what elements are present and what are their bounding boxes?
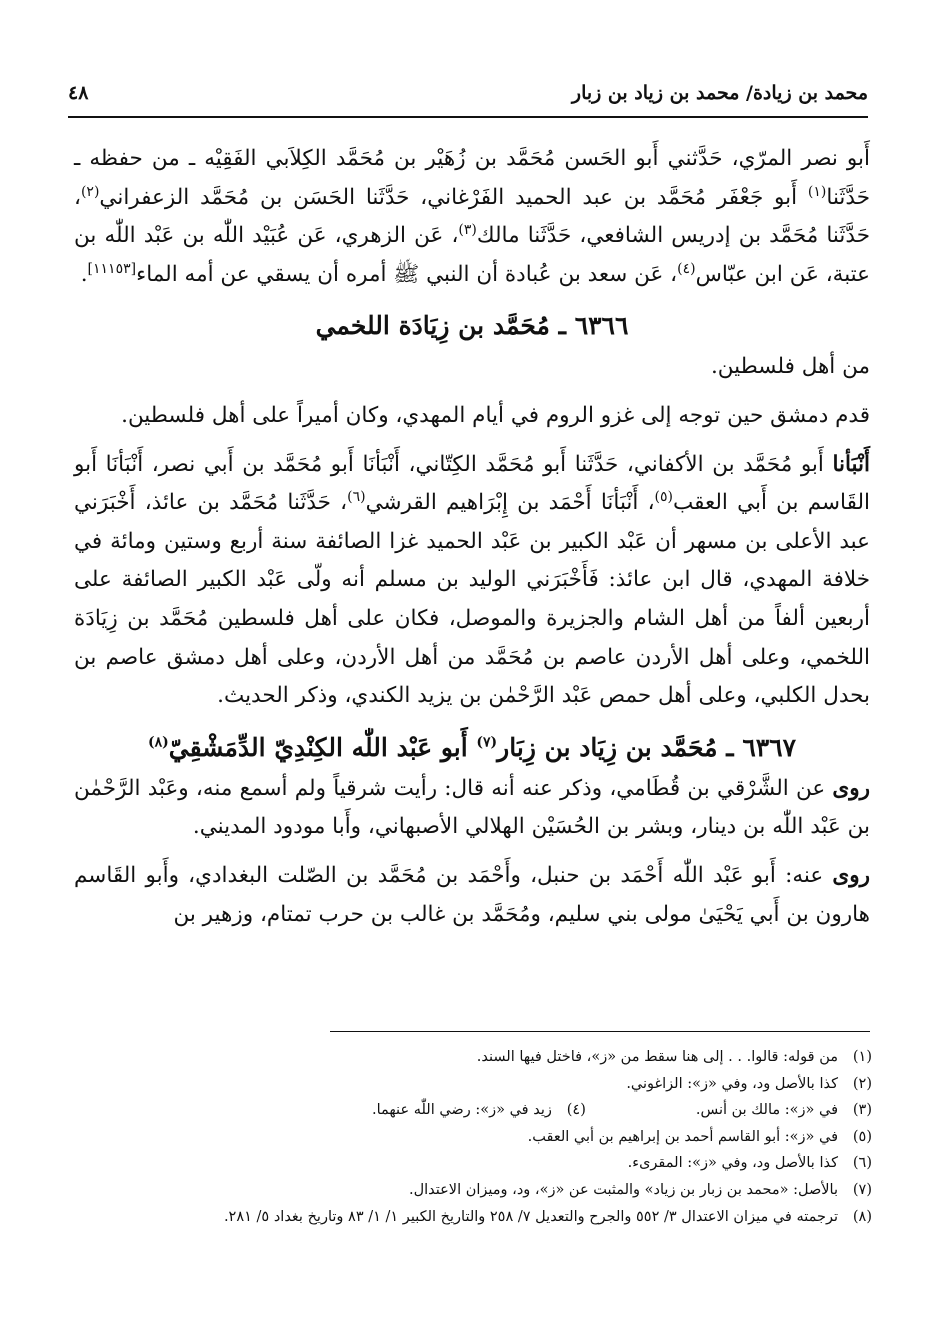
footnote-ref[interactable]: (٢)	[80, 183, 100, 200]
footnote-item	[80, 1071, 872, 1098]
footnote-ref[interactable]: (٧)	[476, 734, 498, 751]
footnote-ref[interactable]: (٣)	[458, 222, 477, 239]
header-rule	[68, 116, 868, 118]
footnote-text: في «ز»: مالك بن أنس.	[695, 1102, 838, 1119]
footnote-ref[interactable]: (٥)	[654, 489, 673, 505]
entry-narration: أَنْبَأنا أَبو مُحَمَّد بن الأكفاني، حَدَّثَنا أَبو مُحَمَّد الكِتّاني، أَنْبَأنَا أَبو مُحَمَّد بن أَبي نصر، أَنْبَأنَا أَبو القَاسم بن أَبي العقب$^{(٥)}$، أَنْبَأنَا أَحْمَد بن إِبْرَاهيم القرشي$^{(٦)}$، حَدَّثَنا مُحَمَّد بن عائذ، أَخْبَرَني عبد الأعلى بن مسهر أن عَبْد الكبير بن عَبْد الحميد غزا الصائفة سنة أربع وستين ومائة في خلافة المهدي، قال ابن عائذ: فَأَخْبَرَني الوليد بن مسلم أنه ولّى عَبْد الكبير الصائفة على أربعين ألفاً من أهل الشام والجزيرة والموصل، فكان على أهل فلسطين مُحَمَّد بن زِيَادَة اللخمي، وعلى أهل الأردن عاصم بن مُحَمَّد من أهل الأردن، وعلى أهل دمشق عاصم بن بحدل الكلبي، وعلى أهل حمص عَبْد الرَّحْمٰن بن يزيد الكندي، وذكر الحديث.	[74, 451, 870, 709]
footnote-item	[80, 1150, 872, 1177]
footnote-item	[80, 1097, 872, 1124]
entry-heading: ٦٣٦٦ ـ مُحَمَّد بن زِيَادَة اللخمي	[315, 311, 629, 341]
entry-teachers: روى عن الشَّرْقي بن قُطَامي، وذكر عنه أنه قال: رأيت شرقياً ولم أسمع منه، وعَبْد الرَّحْمٰن بن عَبْد اللّٰه بن دينار، وبشر بن الحُسَيْن الهلالي الأصبهاني، وأَبا مودود المديني.	[74, 775, 870, 840]
footnote-separator	[330, 1031, 870, 1032]
running-title: محمد بن زيادة/ محمد بن زياد بن زبار	[571, 82, 868, 104]
footnote-number: (٧)	[852, 1181, 872, 1198]
footnote-text: زيد في «ز»: رضي اللّٰه عنهما.	[371, 1102, 552, 1119]
footnote-item	[80, 1204, 872, 1231]
entry-origin: من أهل فلسطين.	[710, 354, 870, 380]
lead-word: روى	[832, 775, 870, 801]
footnote-number: (٦)	[852, 1155, 872, 1172]
footnote-number: (٢)	[852, 1075, 872, 1092]
footnote-item	[80, 1044, 872, 1071]
entry-description: قدم دمشق حين توجه إلى غزو الروم في أيام المهدي، وكان أميراً على أهل فلسطين.	[121, 402, 870, 428]
footnote-text: كذا بالأصل ود، وفي «ز»: المقرىء.	[627, 1155, 838, 1172]
footnote-text: في «ز»: أبو القاسم أحمد بن إبراهيم بن أبي العقب.	[527, 1128, 838, 1145]
page-header	[68, 76, 868, 110]
footnote-text: ترجمته في ميزان الاعتدال ٣/ ٥٥٢ والجرح والتعديل ٧/ ٢٥٨ والتاريخ الكبير ١/ ١/ ٨٣ وتاريخ بغداد ٥/ ٢٨١.	[223, 1208, 838, 1225]
footnote-ref[interactable]: (٦)	[347, 489, 366, 505]
entry-students: روى عنه: أَبو عَبْد اللّٰه أَحْمَد بن حنبل، وأَحْمَد بن مُحَمَّد بن الصّلت البغدادي، وأَبو القَاسم هارون بن أَبي يَحْيَىٰ مولى بني سليم، ومُحَمَّد بن غالب بن حرب تمتام، وزهير بن	[74, 862, 870, 927]
entry-heading: ٦٣٦٧ ـ مُحَمَّد بن زِيَاد بن زِبَار$^{(٧)}$ أَبو عَبْد اللّٰه الكِنْدِيّ الدِّمَشْقِيّ$^{(٨)}$	[147, 732, 797, 762]
footnote-ref[interactable]: (٤)	[677, 260, 696, 277]
page-number: ٤٨	[68, 82, 89, 104]
hadith-number: [١١١٥٣]	[87, 260, 137, 277]
footnote-text: من قوله: قالوا. . . إلى هنا سقط من «ز»، فاختل فيها السند.	[476, 1049, 838, 1065]
footnote-item	[80, 1177, 872, 1204]
lead-word: روى	[832, 862, 870, 888]
footnote-text: كذا بالأصل ود، وفي «ز»: الزاغوني.	[626, 1075, 838, 1092]
footnote-ref[interactable]: (١)	[807, 183, 827, 200]
footnote-number: (٥)	[852, 1128, 872, 1145]
footnote-number: (٨)	[852, 1208, 872, 1225]
footnote-number: (١)	[852, 1049, 872, 1065]
footnote-ref[interactable]: (٨)	[147, 734, 169, 751]
lead-word: أَنْبَأنا	[832, 451, 870, 477]
footnote-text: بالأصل: «محمد بن زبار بن زياد» والمثبت عن «ز»، ود، وميزان الاعتدال.	[409, 1181, 838, 1198]
footnote-number: (٣)	[852, 1102, 872, 1119]
footnote-number: (٤)	[566, 1102, 586, 1119]
paragraph-continued: أَبو نصر المرّي، حَدَّثني أَبو الحَسن مُحَمَّد بن زُهَيْر بن مُحَمَّد الكِلاَبي الفَقِيْه ـ من حفظه ـ حَدَّثَنا$^{(١)}$ أَبو جَعْفَر مُحَمَّد بن عبد الحميد الفَرْغاني، حَدَّثَنا الحَسَن بن مُحَمَّد الزعفراني$^{(٢)}$، حَدَّثَنا مُحَمَّد بن إدريس الشافعي، حَدَّثَنا مالك$^{(٣)}$، عَن الزهري، عَن عُبَيْد اللّٰه بن عَبْد اللّٰه بن عتبة، عَن ابن عبّاس$^{(٤)}$، عَن سعد بن عُبادة أن النبي ﷺ أمره أن يسقي عن أمه الماء[١١١٥٣].	[74, 146, 870, 287]
footnote-item	[80, 1124, 872, 1151]
main-text	[74, 140, 870, 934]
footnotes	[80, 1044, 872, 1230]
